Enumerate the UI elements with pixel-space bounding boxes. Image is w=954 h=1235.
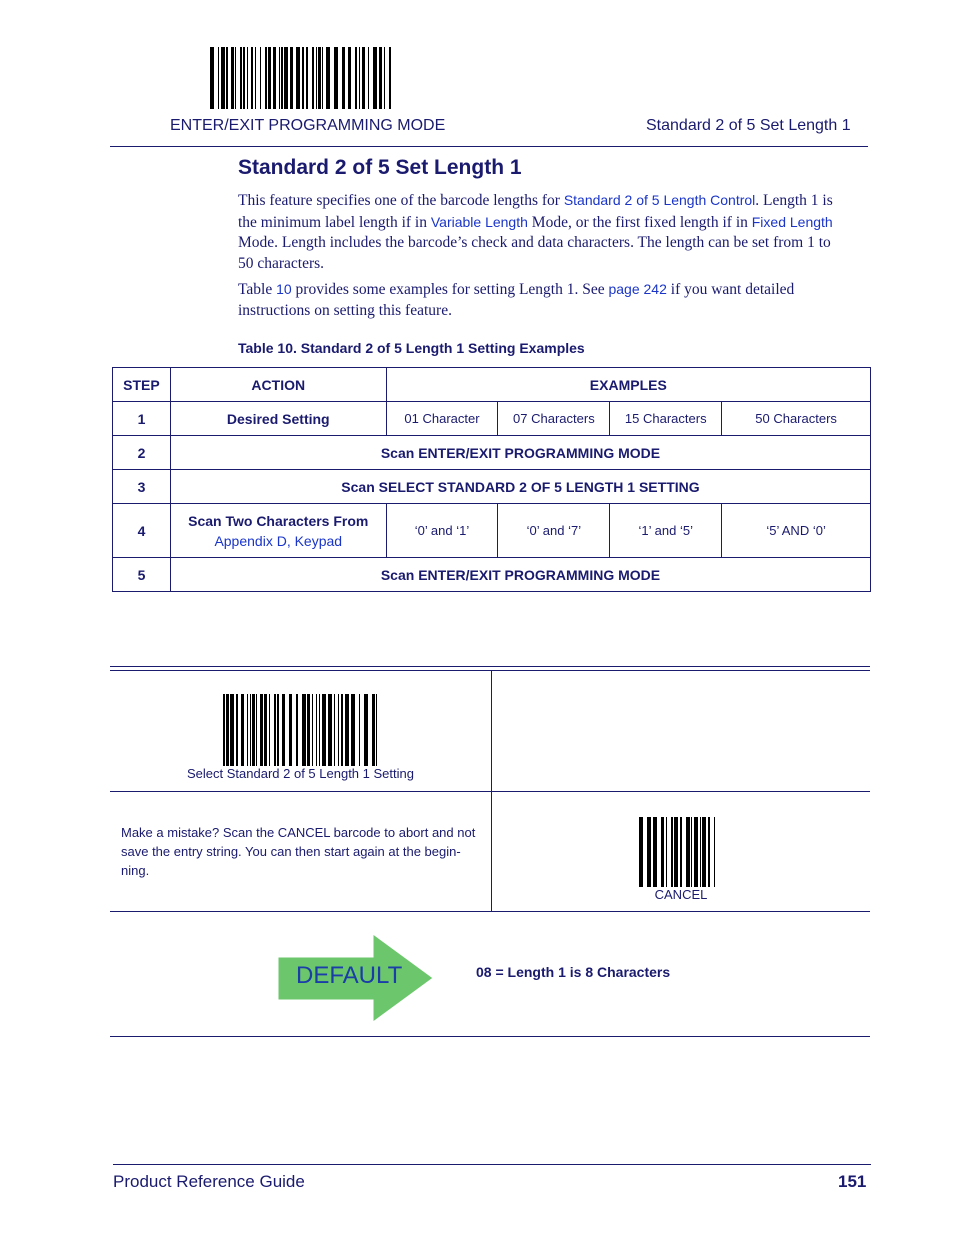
setting-examples-table	[112, 367, 871, 592]
table-row	[113, 402, 871, 436]
grid-top-rule-2	[110, 670, 870, 671]
table-row	[113, 504, 871, 558]
grid-middle-rule	[110, 791, 870, 792]
select-length1-barcode[interactable]	[223, 694, 377, 766]
step-instruction: Scan ENTER/EXIT PROGRAMMING MODE	[170, 436, 870, 470]
example-cell: 01 Character	[386, 402, 498, 436]
link-variable-length[interactable]: Variable Length	[430, 213, 528, 230]
table-row	[113, 436, 871, 470]
header-examples: EXAMPLES	[386, 368, 870, 402]
grid-bottom-rule	[110, 911, 870, 912]
footer-divider	[113, 1164, 871, 1165]
step-instruction: Scan ENTER/EXIT PROGRAMMING MODE	[170, 558, 870, 592]
step-action: Desired Setting	[170, 402, 386, 436]
default-value-text: 08 = Length 1 is 8 Characters	[476, 964, 671, 980]
step-number: 1	[113, 402, 171, 436]
default-badge-label: DEFAULT	[296, 962, 403, 989]
footer-page-number: 151	[838, 1172, 867, 1191]
step-number: 4	[113, 504, 171, 558]
table-reference-paragraph: Table 10 provides some examples for setting Length 1. See page 242 if you want detailed instructions on setting this feature.	[238, 281, 795, 319]
example-cell: 50 Characters	[722, 402, 871, 436]
example-cell: 15 Characters	[610, 402, 722, 436]
link-table-10[interactable]: 10	[276, 281, 292, 297]
example-cell: ‘0’ and ‘1’	[386, 504, 498, 558]
table-row	[113, 470, 871, 504]
header-right-label: Standard 2 of 5 Set Length 1	[646, 117, 851, 134]
step-number: 3	[113, 470, 171, 504]
default-bottom-rule	[110, 1036, 870, 1037]
link-fixed-length[interactable]: Fixed Length	[751, 213, 833, 230]
mistake-note: Make a mistake? Scan the CANCEL barcode to abort and not save the entry string. You can then start again at the begin- ning.	[121, 825, 476, 878]
link-appendix-keypad[interactable]: Appendix D, Keypad	[214, 532, 343, 549]
step-action: Scan Two Characters From Appendix D, Keypad	[170, 504, 386, 558]
header-step: STEP	[113, 368, 171, 402]
select-length1-caption: Select Standard 2 of 5 Length 1 Setting	[187, 766, 414, 781]
header-divider	[110, 146, 868, 147]
header-left-label: ENTER/EXIT PROGRAMMING MODE	[170, 117, 446, 134]
section-title: Standard 2 of 5 Set Length 1	[238, 156, 522, 179]
example-cell: ‘1’ and ‘5’	[610, 504, 722, 558]
example-cell: ‘5’ AND ‘0’	[722, 504, 871, 558]
step-number: 2	[113, 436, 171, 470]
example-cell: ‘0’ and ‘7’	[498, 504, 610, 558]
enter-exit-barcode	[210, 47, 396, 109]
cancel-barcode[interactable]	[639, 817, 719, 887]
example-cell: 07 Characters	[498, 402, 610, 436]
table-row	[113, 558, 871, 592]
footer-guide-title: Product Reference Guide	[113, 1172, 305, 1191]
cancel-caption: CANCEL	[654, 887, 708, 902]
grid-top-rule-1	[110, 666, 870, 667]
header-action: ACTION	[170, 368, 386, 402]
intro-paragraph: This feature specifies one of the barcode lengths for Standard 2 of 5 Length Control. Length 1 is the minimum label length if in Variable Length Mode, or the first fixed length if in Fixed Length Mode. Length includes the barcode’s check and data characters. The length can be set from 1 to 50 characters.	[238, 192, 833, 272]
step-instruction: Scan SELECT STANDARD 2 OF 5 LENGTH 1 SETTING	[170, 470, 870, 504]
step-number: 5	[113, 558, 171, 592]
table-header-row	[113, 368, 871, 402]
table-caption: Table 10. Standard 2 of 5 Length 1 Setting Examples	[238, 340, 585, 356]
link-page-242[interactable]: page 242	[608, 281, 667, 297]
link-length-control[interactable]: Standard 2 of 5 Length Control	[563, 192, 756, 208]
